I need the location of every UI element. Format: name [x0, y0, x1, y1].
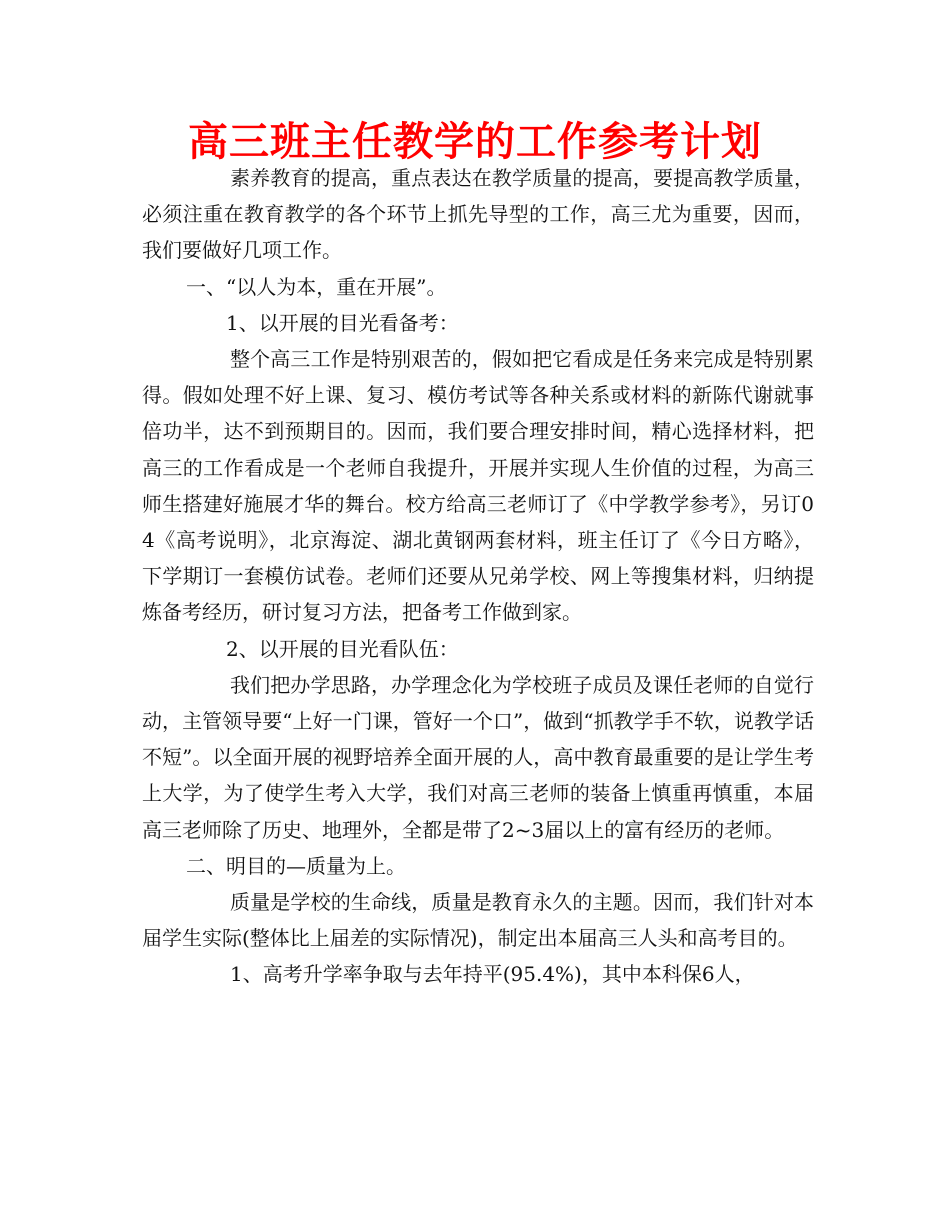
document-body: [142, 160, 814, 993]
subheading-2-1: 1、高考升学率争取与去年持平(95.4%)，其中本科保6人，: [230, 962, 755, 987]
subheading-1-1: 1、以开展的目光看备考：: [226, 310, 459, 335]
section-heading-2: 二、明目的—质量为上。: [186, 853, 406, 878]
paragraph-1-1: 整个高三工作是特别艰苦的，假如把它看成是任务来完成是特别累得。假如处理不好上课、复习、模仿考试等各种关系或材料的新陈代谢就事倍功半，达不到预期目的。因而，我们要合理安排时间，精心选择材料，把高三的工作看成是一个老师自我提升，开展并实现人生价值的过程，为高三师生搭建好施展才华的舞台。校方给高三老师订了《中学教学参考》，另订04《高考说明》，北京海淀、湖北黄钢两套材料，班主任订了《今日方略》，下学期订一套模仿试卷。老师们还要从兄弟学校、网上等搜集材料，归纳提炼备考经历，研讨复习方法，把备考工作做到家。: [142, 347, 814, 625]
paragraph-intro: 素养教育的提高，重点表达在教学质量的提高，要提高教学质量，必须注重在教育教学的各个环节上抓先导型的工作，高三尤为重要，因而，我们要做好几项工作。: [142, 166, 814, 263]
paragraph-2: 质量是学校的生命线，质量是教育永久的主题。因而，我们针对本届学生实际(整体比上届差的实际情况)，制定出本届高三人头和高考目的。: [142, 890, 814, 951]
paragraph-1-2: 我们把办学思路，办学理念化为学校班子成员及课任老师的自觉行动，主管领导要“上好一门课，管好一个口”，做到“抓教学手不软，说教学话不短”。以全面开展的视野培养全面开展的人，高中教育最重要的是让学生考上大学，为了使学生考入大学，我们对高三老师的装备上慎重再慎重，本届高三老师除了历史、地理外，全都是带了2~3届以上的富有经历的老师。: [142, 672, 814, 842]
document-title: 高三班主任教学的工作参考计划: [188, 119, 762, 165]
section-heading-1: 一、“以人为本，重在开展”。: [186, 274, 447, 299]
subheading-1-2: 2、以开展的目光看队伍：: [226, 636, 459, 661]
